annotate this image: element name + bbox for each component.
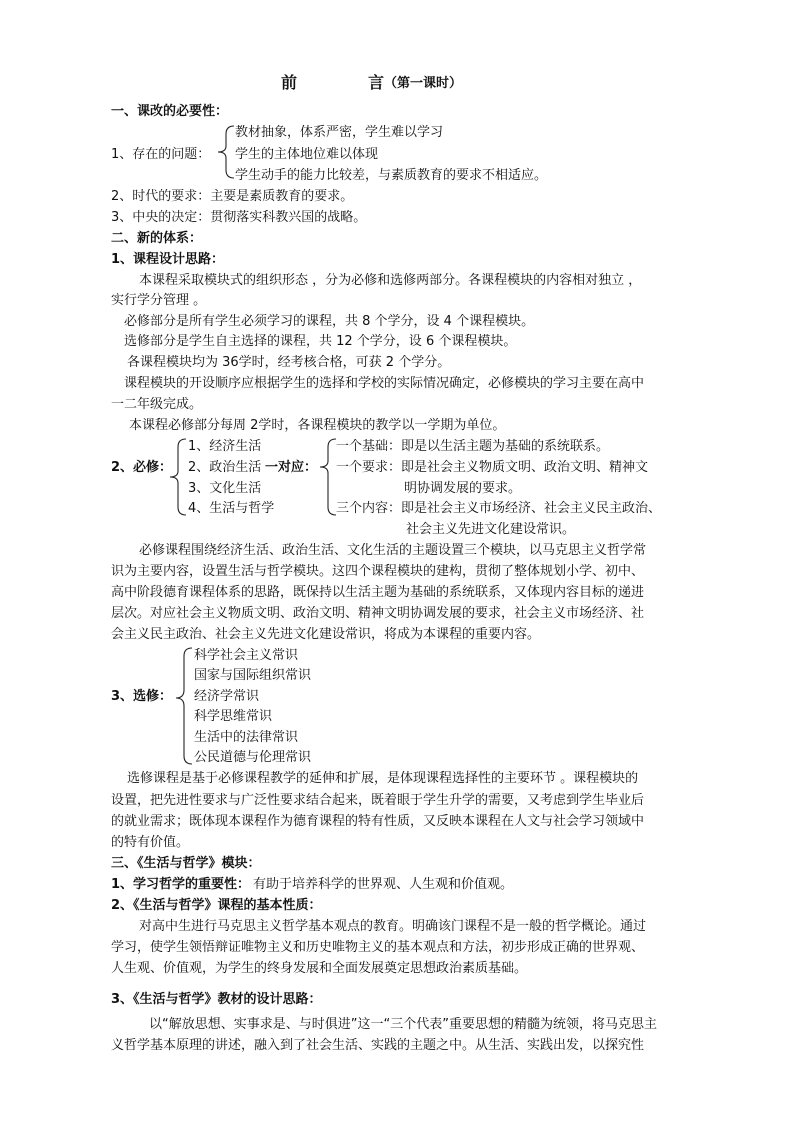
elective-module: 科学社会主义常识 (194, 648, 299, 663)
paragraph: 以“解放思想、实事求是、与时俱进”这一“三个代表”重要思想的精髓为统领，将马克思主 (149, 1017, 657, 1032)
correspondence-item: 三个内容：即是社会主义市场经济、社会主义民主政治、 (336, 501, 662, 516)
brace-problems (212, 124, 236, 180)
elective-module: 国家与国际组织常识 (194, 668, 312, 683)
textbook-design-heading: 3、《生活与哲学》教材的设计思路： (111, 992, 322, 1007)
paragraph: 识为主要内容，设置生活与哲学模块。这四个课程模块的建构，贯彻了整体规划小学、初中、 (111, 564, 645, 579)
paragraph: 的特有价值。 (111, 835, 190, 850)
problems-label: 1、存在的问题： (111, 147, 211, 162)
correspondence-label: 一对应： (265, 460, 318, 475)
correspondence-item-cont: 明协调发展的要求。 (404, 481, 522, 496)
era-requirement: 2、时代的要求：主要是素质教育的要求。 (111, 189, 354, 204)
paragraph: 一二年级完成。 (111, 397, 203, 412)
nature-heading: 2、《生活与哲学》课程的基本性质： (111, 898, 322, 913)
paragraph: 必修部分是所有学生必须学习的课程，共 8 个学分，设 4 个课程模块。 (124, 314, 535, 329)
paragraph: 选修部分是学生自主选择的课程，共 12 个学分，设 6 个课程模块。 (124, 334, 517, 349)
problem-item: 学生的主体地位难以体现 (235, 147, 379, 162)
required-label: 2、必修： (111, 460, 173, 475)
paragraph: 学习，使学生领悟辩证唯物主义和历史唯物主义的基本观点和方法，初步形成正确的世界观、 (111, 940, 645, 955)
paragraph: 选修课程是基于必修课程教学的延伸和扩展，是体现课程选择性的主要环节 。课程模块的 (127, 771, 639, 786)
required-module: 1、经济生活 (188, 439, 262, 454)
correspondence-item-cont: 社会主义先进文化建设常识。 (406, 522, 576, 537)
page-subtitle: （第一课时） (384, 76, 463, 91)
paragraph: 义哲学基本原理的讲述，融入到了社会生活、实践的主题之中。从生活、实践出发，以探究性 (111, 1038, 645, 1053)
paragraph: 对高中生进行马克思主义哲学基本观点的教育。明确该门课程不是一般的哲学概论。通过 (139, 919, 647, 934)
section-3-heading: 三、《生活与哲学》模块： (111, 856, 261, 871)
brace-correspondence (316, 437, 338, 517)
paragraph: 课程模块的开设顺序应根据学生的选择和学校的实际情况确定，必修模块的学习主要在高中 (124, 376, 645, 391)
brace-elective (172, 646, 194, 766)
paragraph: 高中阶段德育课程体系的思路，既保持以生活主题为基础的系统联系，又体现内容目标的递进 (111, 585, 645, 600)
importance-text: 有助于培养科学的世界观、人生观和价值观。 (253, 877, 514, 892)
importance-label: 1、学习哲学的重要性： (111, 877, 251, 892)
brace-required (166, 437, 188, 517)
paragraph: 层次。对应社会主义物质文明、政治文明、精神文明协调发展的要求，社会主义市场经济、社 (111, 606, 645, 621)
elective-module: 经济学常识 (194, 689, 260, 704)
paragraph: 本课程必修部分每周 2学时，各课程模块的教学以一学期为单位。 (129, 418, 506, 433)
elective-module: 公民道德与伦理常识 (194, 750, 312, 765)
paragraph: 实行学分管理 。 (111, 293, 207, 308)
page-title: 前 (281, 73, 299, 92)
section-2-heading: 二、新的体系： (111, 231, 203, 246)
paragraph: 必修课程围绕经济生活、政治生活、文化生活的主题设置三个模块，以马克思主义哲学常 (139, 543, 647, 558)
required-module: 4、生活与哲学 (188, 501, 275, 516)
paragraph: 的就业需求；既体现本课程作为德育课程的特有性质，又反映本课程在人文与社会学习领域中 (111, 814, 645, 829)
elective-label: 3、选修： (111, 689, 173, 704)
design-idea-heading: 1、课程设计思路： (111, 252, 225, 267)
correspondence-item: 一个基础：即是以生活主题为基础的系统联系。 (336, 439, 610, 454)
section-1-heading: 一、课改的必要性： (111, 104, 229, 119)
elective-module: 生活中的法律常识 (194, 730, 299, 745)
paragraph: 设置，把先进性要求与广泛性要求结合起来，既着眼于学生升学的需要，又考虑到学生毕业后 (111, 793, 645, 808)
required-module: 3、文化生活 (188, 481, 262, 496)
paragraph: 各课程模块均为 36学时，经考核合格，可获 2 个学分。 (127, 355, 451, 370)
page-title-second: 言 (368, 73, 386, 92)
paragraph: 人生观、价值观，为学生的终身发展和全面发展奠定思想政治素质基础。 (111, 961, 528, 976)
problem-item: 学生动手的能力比较差，与素质教育的要求不相适应。 (235, 168, 548, 183)
central-decision: 3、中央的决定：贯彻落实科教兴国的战略。 (111, 210, 367, 225)
paragraph: 会主义民主政治、社会主义先进文化建设常识，将成为本课程的重要内容。 (111, 627, 541, 642)
required-module: 2、政治生活 (188, 460, 262, 475)
problem-item: 教材抽象，体系严密，学生难以学习 (235, 125, 444, 140)
correspondence-item: 一个要求：即是社会主义物质文明、政治文明、精神文 (336, 460, 649, 475)
paragraph: 本课程采取模块式的组织形态 ，分为必修和选修两部分。各课程模块的内容相对独立 ， (139, 273, 642, 288)
elective-module: 科学思维常识 (194, 709, 273, 724)
